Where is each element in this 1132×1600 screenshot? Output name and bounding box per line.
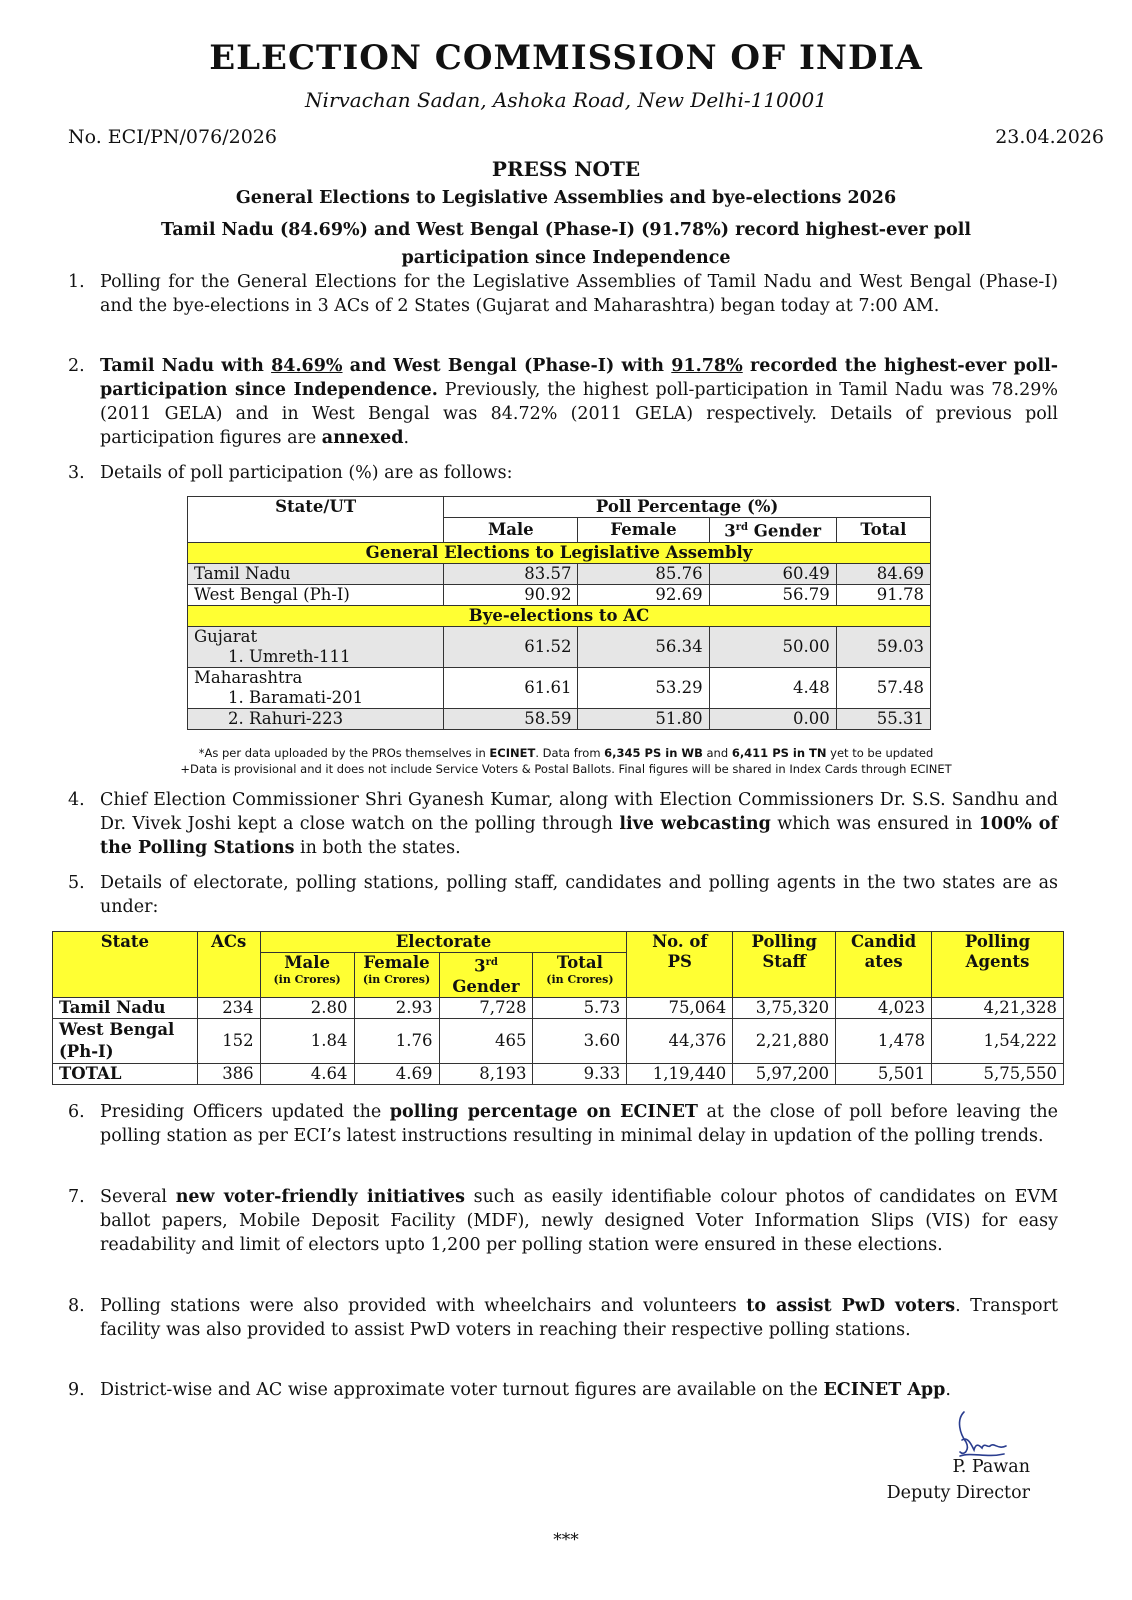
table-row [188,626,931,667]
male-cell: 58.59 [444,708,578,729]
acs-cell: 152 [197,1018,260,1063]
state-cell: Tamil Nadu [53,997,198,1018]
para-text: Chief Election Commissioner Shri Gyanesh Kumar, along with Election Commissioners Dr. S.S. Sandhu and Dr. Vivek Joshi kept a close watch on the polling through live webcasting which was ensured in 100% of the Polling Stations in both the states. [100,790,1059,858]
col-header-state: State/UT [188,497,444,543]
table-row [53,1018,1064,1063]
total-cell: 5.73 [533,997,627,1018]
signatory-name: P. Pawan [952,1457,1030,1477]
para-text: District-wise and AC wise approximate voter turnout figures are available on the ECINET App. [100,1380,951,1400]
col-header-female: Female (in Crores) [354,953,439,998]
table-footnote-2: +Data is provisional and it does not include Service Voters & Postal Ballots. Final figures will be shared in Index Cards through ECINET [180,762,952,776]
state-cell: Gujarat 1. Umreth-111 [188,626,444,667]
female-cell: 56.34 [578,626,709,667]
third-gender-cell: 8,193 [439,1063,533,1084]
subtitle: General Elections to Legislative Assemblies and bye-elections 2026 [235,188,897,208]
para-text: Polling stations were also provided with wheelchairs and volunteers to assist PwD voters. Transport facility was also provided to assist PwD voters in reaching their respective polling stations. [100,1296,1058,1340]
headline-line1: Tamil Nadu (84.69%) and West Bengal (Phase-I) (91.78%) record highest-ever poll [160,220,972,240]
candidates-cell: 5,501 [836,1063,932,1084]
state-cell: West Bengal (Ph-I) [53,1018,198,1063]
male-cell: 61.61 [444,667,578,708]
para-number: 2. [68,356,85,376]
third-gender-cell: 465 [439,1018,533,1063]
signatory-designation: Deputy Director [886,1483,1030,1503]
state-cell: Maharashtra 1. Baramati-201 [188,667,444,708]
third-gender-cell: 50.00 [709,626,836,667]
total-cell: 59.03 [836,626,930,667]
col-header-total: Total (in Crores) [533,953,627,998]
total-cell: 91.78 [836,584,930,605]
total-cell: 9.33 [533,1063,627,1084]
total-cell: 84.69 [836,563,930,584]
para-text: Several new voter-friendly initiatives such as easily identifiable colour photos of candidates on EVM ballot papers, Mobile Deposit Facility (MDF), newly designed Voter Information Slips (VIS) for easy readability and limit of electors upto 1,200 per polling station were ensured in these elections. [100,1187,1058,1255]
candidates-cell: 1,478 [836,1018,932,1063]
section-bye-elections: Bye-elections to AC [188,605,931,626]
candidates-cell: 4,023 [836,997,932,1018]
headline [0,216,1132,272]
female-cell: 85.76 [578,563,709,584]
third-gender-cell: 4.48 [709,667,836,708]
press-note-heading: PRESS NOTE [491,157,641,181]
total-cell: 55.31 [836,708,930,729]
col-header-polling-staff: Polling Staff [733,932,836,998]
col-header-male: Male (in Crores) [260,953,354,998]
paragraph-1 [68,270,1058,318]
col-header-male: Male [444,518,578,543]
col-header-no-of-ps: No. of PS [627,932,733,998]
third-gender-cell: 60.49 [709,563,836,584]
female-cell: 2.93 [354,997,439,1018]
ps-cell: 75,064 [627,997,733,1018]
ps-cell: 1,19,440 [627,1063,733,1084]
staff-cell: 3,75,320 [733,997,836,1018]
male-cell: 4.64 [260,1063,354,1084]
paragraph-9 [68,1378,1058,1402]
col-header-candidates: Candid ates [836,932,932,998]
bold-text: Tamil Nadu with [100,356,272,376]
table-row [188,563,931,584]
agents-cell: 4,21,328 [932,997,1064,1018]
col-header-state: State [53,932,198,998]
female-cell: 4.69 [354,1063,439,1084]
end-mark: *** [553,1530,579,1550]
section-general-elections: General Elections to Legislative Assembly [188,542,931,563]
electorate-table [52,931,1064,1085]
agents-cell: 5,75,550 [932,1063,1064,1084]
third-gender-cell: 56.79 [709,584,836,605]
paragraph-7 [68,1185,1058,1257]
bold-text: annexed [321,428,404,448]
male-cell: 1.84 [260,1018,354,1063]
col-header-polling-agents: Polling Agents [932,932,1064,998]
col-header-electorate: Electorate [260,932,627,953]
staff-cell: 2,21,880 [733,1018,836,1063]
tn-percentage: 84.69% [271,356,343,376]
para-number: 3. [68,463,85,483]
ps-cell: 44,376 [627,1018,733,1063]
para-number: 9. [68,1380,85,1400]
female-cell: 51.80 [578,708,709,729]
col-header-poll-percentage: Poll Percentage (%) [444,497,931,518]
paragraph-8 [68,1294,1058,1342]
total-cell: 57.48 [836,667,930,708]
table-row [53,997,1064,1018]
para-number: 4. [68,790,85,810]
bold-text: and West Bengal (Phase-I) with [342,356,672,376]
para-text: Presiding Officers updated the polling percentage on ECINET at the close of poll before leaving the polling station as per ECI’s latest instructions resulting in minimal delay in updation of the polling trends. [100,1102,1058,1146]
staff-cell: 5,97,200 [733,1063,836,1084]
third-gender-cell: 0.00 [709,708,836,729]
headline-line2: participation since Independence [401,248,731,268]
table-row [188,584,931,605]
table-row [188,708,931,729]
col-header-third-gender: 3rd Gender [439,953,533,998]
male-cell: 2.80 [260,997,354,1018]
paragraph-5 [68,871,1058,919]
para-number: 7. [68,1187,85,1207]
male-cell: 83.57 [444,563,578,584]
para-text: Polling for the General Elections for the Legislative Assemblies of Tamil Nadu and West Bengal (Phase-I) and the bye-elections in 3 ACs of 2 States (Gujarat and Maharashtra) began today at 7:00 AM. [100,272,1058,316]
third-gender-cell: 7,728 [439,997,533,1018]
para-number: 1. [68,272,85,292]
col-header-female: Female [578,518,709,543]
total-cell: 3.60 [533,1018,627,1063]
table-footnote-1: *As per data uploaded by the PROs themselves in ECINET. Data from 6,345 PS in WB and 6,411 PS in TN yet to be updated [198,746,934,760]
reference-number: No. ECI/PN/076/2026 [68,126,277,148]
paragraph-3 [68,461,1058,485]
acs-cell: 386 [197,1063,260,1084]
para-text [100,354,1058,450]
col-header-total: Total [836,518,930,543]
col-header-third-gender: 3rd Gender [709,518,836,543]
state-cell: Tamil Nadu [188,563,444,584]
state-cell: TOTAL [53,1063,198,1084]
paragraph-4 [68,788,1058,860]
state-cell: West Bengal (Ph-I) [188,584,444,605]
address: Nirvachan Sadan, Ashoka Road, New Delhi-110001 [305,88,827,112]
paragraph-6 [68,1100,1058,1148]
para-number: 6. [68,1102,85,1122]
para-number: 5. [68,873,85,893]
plain-text: . [403,428,410,448]
table-row [188,667,931,708]
female-cell: 1.76 [354,1018,439,1063]
agents-cell: 1,54,222 [932,1018,1064,1063]
col-header-acs: ACs [197,932,260,998]
table-row-total [53,1063,1064,1084]
male-cell: 90.92 [444,584,578,605]
wb-percentage: 91.78% [671,356,743,376]
plain-text: Previously, the highest poll-participation in Tamil Nadu was 78.29% (2011 GELA) and in West Bengal was 84.72% (2011 GELA) respectively. Details of previous poll participation figures are [100,380,1058,448]
state-cell: 2. Rahuri-223 [188,708,444,729]
para-text: Details of electorate, polling stations, polling staff, candidates and polling agents in the two states are as under: [100,873,1058,917]
para-number: 8. [68,1296,85,1316]
poll-percentage-table [187,496,931,730]
paragraph-2 [68,354,1058,450]
bold-text: recorded the highest-ever poll-participation since Independence. [100,356,1059,400]
male-cell: 61.52 [444,626,578,667]
page-title: ELECTION COMMISSION OF INDIA [209,38,923,78]
female-cell: 92.69 [578,584,709,605]
para-text: Details of poll participation (%) are as follows: [100,463,513,483]
acs-cell: 234 [197,997,260,1018]
date: 23.04.2026 [995,126,1104,148]
female-cell: 53.29 [578,667,709,708]
